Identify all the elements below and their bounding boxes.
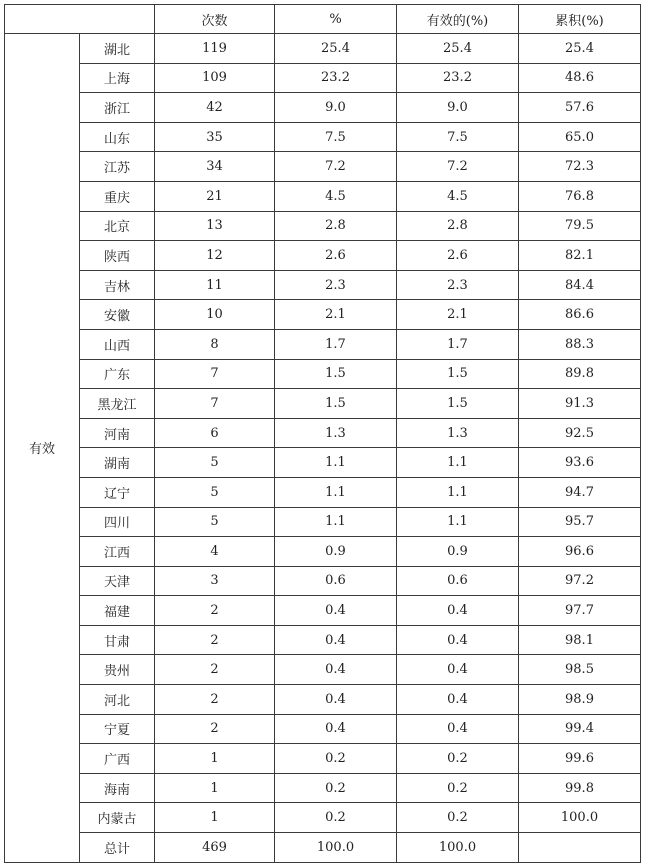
row-percent: 7.5 [275,122,397,152]
row-percent: 9.0 [275,93,397,123]
row-percent: 0.4 [275,655,397,685]
table-row [5,418,641,448]
row-percent: 0.2 [275,803,397,833]
row-percent: 25.4 [275,34,397,64]
row-percent: 1.1 [275,448,397,478]
row-valid-percent: 0.2 [397,773,519,803]
row-count: 7 [155,389,275,419]
table-row [5,537,641,567]
row-count: 10 [155,300,275,330]
row-count: 1 [155,803,275,833]
row-province: 北京 [80,211,155,241]
row-count: 109 [155,63,275,93]
row-count: 5 [155,477,275,507]
row-percent: 2.3 [275,270,397,300]
row-percent: 0.4 [275,596,397,626]
table-row [5,122,641,152]
row-cumulative: 48.6 [519,63,641,93]
row-province: 广西 [80,744,155,774]
row-province: 四川 [80,507,155,537]
row-percent: 1.3 [275,418,397,448]
row-cumulative: 98.9 [519,685,641,715]
row-cumulative: 94.7 [519,477,641,507]
row-province: 贵州 [80,655,155,685]
row-cumulative: 91.3 [519,389,641,419]
total-count: 469 [155,833,275,863]
row-province: 山东 [80,122,155,152]
header-valid-percent: 有效的(%) [397,5,519,34]
row-cumulative: 98.5 [519,655,641,685]
row-province: 辽宁 [80,477,155,507]
table-row [5,507,641,537]
row-valid-percent: 23.2 [397,63,519,93]
row-province: 宁夏 [80,714,155,744]
table-row [5,329,641,359]
row-cumulative: 96.6 [519,537,641,567]
row-count: 5 [155,448,275,478]
row-valid-percent: 1.5 [397,359,519,389]
table-row [5,773,641,803]
table-row [5,566,641,596]
row-cumulative: 76.8 [519,181,641,211]
table-row [5,744,641,774]
total-valid-percent: 100.0 [397,833,519,863]
row-count: 34 [155,152,275,182]
row-percent: 1.1 [275,507,397,537]
row-province: 海南 [80,773,155,803]
header-cumulative-percent: 累积(%) [519,5,641,34]
row-valid-percent: 9.0 [397,93,519,123]
row-count: 6 [155,418,275,448]
table-row [5,93,641,123]
table-row [5,211,641,241]
table-row [5,448,641,478]
row-valid-percent: 0.2 [397,803,519,833]
table-body [5,34,641,863]
row-percent: 1.5 [275,389,397,419]
table-row [5,596,641,626]
row-count: 1 [155,744,275,774]
table-row [5,685,641,715]
row-cumulative: 99.4 [519,714,641,744]
row-cumulative: 93.6 [519,448,641,478]
table-row [5,803,641,833]
row-count: 1 [155,773,275,803]
row-count: 3 [155,566,275,596]
row-valid-percent: 25.4 [397,34,519,64]
row-count: 119 [155,34,275,64]
row-province: 河北 [80,685,155,715]
row-valid-percent: 2.3 [397,270,519,300]
row-cumulative: 95.7 [519,507,641,537]
row-count: 2 [155,685,275,715]
row-percent: 0.2 [275,744,397,774]
row-count: 21 [155,181,275,211]
row-province: 天津 [80,566,155,596]
row-valid-percent: 0.6 [397,566,519,596]
row-percent: 4.5 [275,181,397,211]
row-valid-percent: 0.4 [397,714,519,744]
row-count: 7 [155,359,275,389]
total-row [5,833,641,863]
row-cumulative: 79.5 [519,211,641,241]
row-percent: 1.7 [275,329,397,359]
row-province: 福建 [80,596,155,626]
table-row [5,181,641,211]
row-valid-percent: 1.3 [397,418,519,448]
table-row [5,477,641,507]
row-valid-percent: 7.5 [397,122,519,152]
table-row [5,34,641,64]
row-percent: 0.6 [275,566,397,596]
row-count: 12 [155,241,275,271]
row-cumulative: 88.3 [519,329,641,359]
row-valid-percent: 7.2 [397,152,519,182]
row-valid-percent: 1.5 [397,389,519,419]
row-valid-percent: 1.1 [397,507,519,537]
row-cumulative: 92.5 [519,418,641,448]
row-cumulative: 100.0 [519,803,641,833]
row-province: 安徽 [80,300,155,330]
row-province: 湖南 [80,448,155,478]
row-valid-percent: 0.4 [397,685,519,715]
row-count: 42 [155,93,275,123]
table-row [5,714,641,744]
row-province: 重庆 [80,181,155,211]
row-percent: 23.2 [275,63,397,93]
row-valid-percent: 0.9 [397,537,519,567]
header-count: 次数 [155,5,275,34]
table-row [5,655,641,685]
row-province: 吉林 [80,270,155,300]
row-cumulative: 98.1 [519,625,641,655]
row-cumulative: 65.0 [519,122,641,152]
row-valid-percent: 2.6 [397,241,519,271]
row-count: 35 [155,122,275,152]
row-valid-percent: 0.4 [397,596,519,626]
table-row [5,241,641,271]
row-province: 内蒙古 [80,803,155,833]
row-percent: 0.2 [275,773,397,803]
row-province: 湖北 [80,34,155,64]
row-count: 13 [155,211,275,241]
header-blank-cell [5,5,155,34]
table-row [5,63,641,93]
row-count: 11 [155,270,275,300]
row-percent: 0.4 [275,625,397,655]
row-valid-percent: 0.2 [397,744,519,774]
row-count: 2 [155,714,275,744]
row-valid-percent: 4.5 [397,181,519,211]
row-cumulative: 97.7 [519,596,641,626]
row-valid-percent: 0.4 [397,655,519,685]
row-valid-percent: 2.1 [397,300,519,330]
row-count: 5 [155,507,275,537]
row-cumulative: 72.3 [519,152,641,182]
row-cumulative: 99.8 [519,773,641,803]
row-province: 江苏 [80,152,155,182]
row-percent: 0.9 [275,537,397,567]
row-province: 江西 [80,537,155,567]
row-province: 黑龙江 [80,389,155,419]
row-province: 广东 [80,359,155,389]
table-row [5,625,641,655]
row-percent: 2.1 [275,300,397,330]
group-label-valid: 有效 [5,34,80,863]
row-percent: 1.5 [275,359,397,389]
header-row [5,5,641,34]
row-valid-percent: 1.1 [397,477,519,507]
row-percent: 7.2 [275,152,397,182]
row-percent: 2.6 [275,241,397,271]
row-count: 2 [155,596,275,626]
row-province: 山西 [80,329,155,359]
row-cumulative: 57.6 [519,93,641,123]
row-count: 2 [155,625,275,655]
row-percent: 1.1 [275,477,397,507]
row-cumulative: 82.1 [519,241,641,271]
row-percent: 2.8 [275,211,397,241]
header-percent: % [275,5,397,34]
row-count: 2 [155,655,275,685]
row-cumulative: 86.6 [519,300,641,330]
table-row [5,152,641,182]
row-percent: 0.4 [275,685,397,715]
row-valid-percent: 0.4 [397,625,519,655]
row-province: 甘肃 [80,625,155,655]
row-province: 上海 [80,63,155,93]
row-valid-percent: 2.8 [397,211,519,241]
total-label: 总计 [80,833,155,863]
row-percent: 0.4 [275,714,397,744]
table-row [5,389,641,419]
row-province: 河南 [80,418,155,448]
table-row [5,300,641,330]
frequency-table [4,4,641,863]
total-percent: 100.0 [275,833,397,863]
table-row [5,359,641,389]
row-count: 4 [155,537,275,567]
row-cumulative: 25.4 [519,34,641,64]
row-cumulative: 84.4 [519,270,641,300]
row-cumulative: 99.6 [519,744,641,774]
row-cumulative: 89.8 [519,359,641,389]
row-count: 8 [155,329,275,359]
table-row [5,270,641,300]
row-valid-percent: 1.7 [397,329,519,359]
total-cumulative [519,833,641,863]
row-province: 陕西 [80,241,155,271]
row-valid-percent: 1.1 [397,448,519,478]
row-cumulative: 97.2 [519,566,641,596]
row-province: 浙江 [80,93,155,123]
